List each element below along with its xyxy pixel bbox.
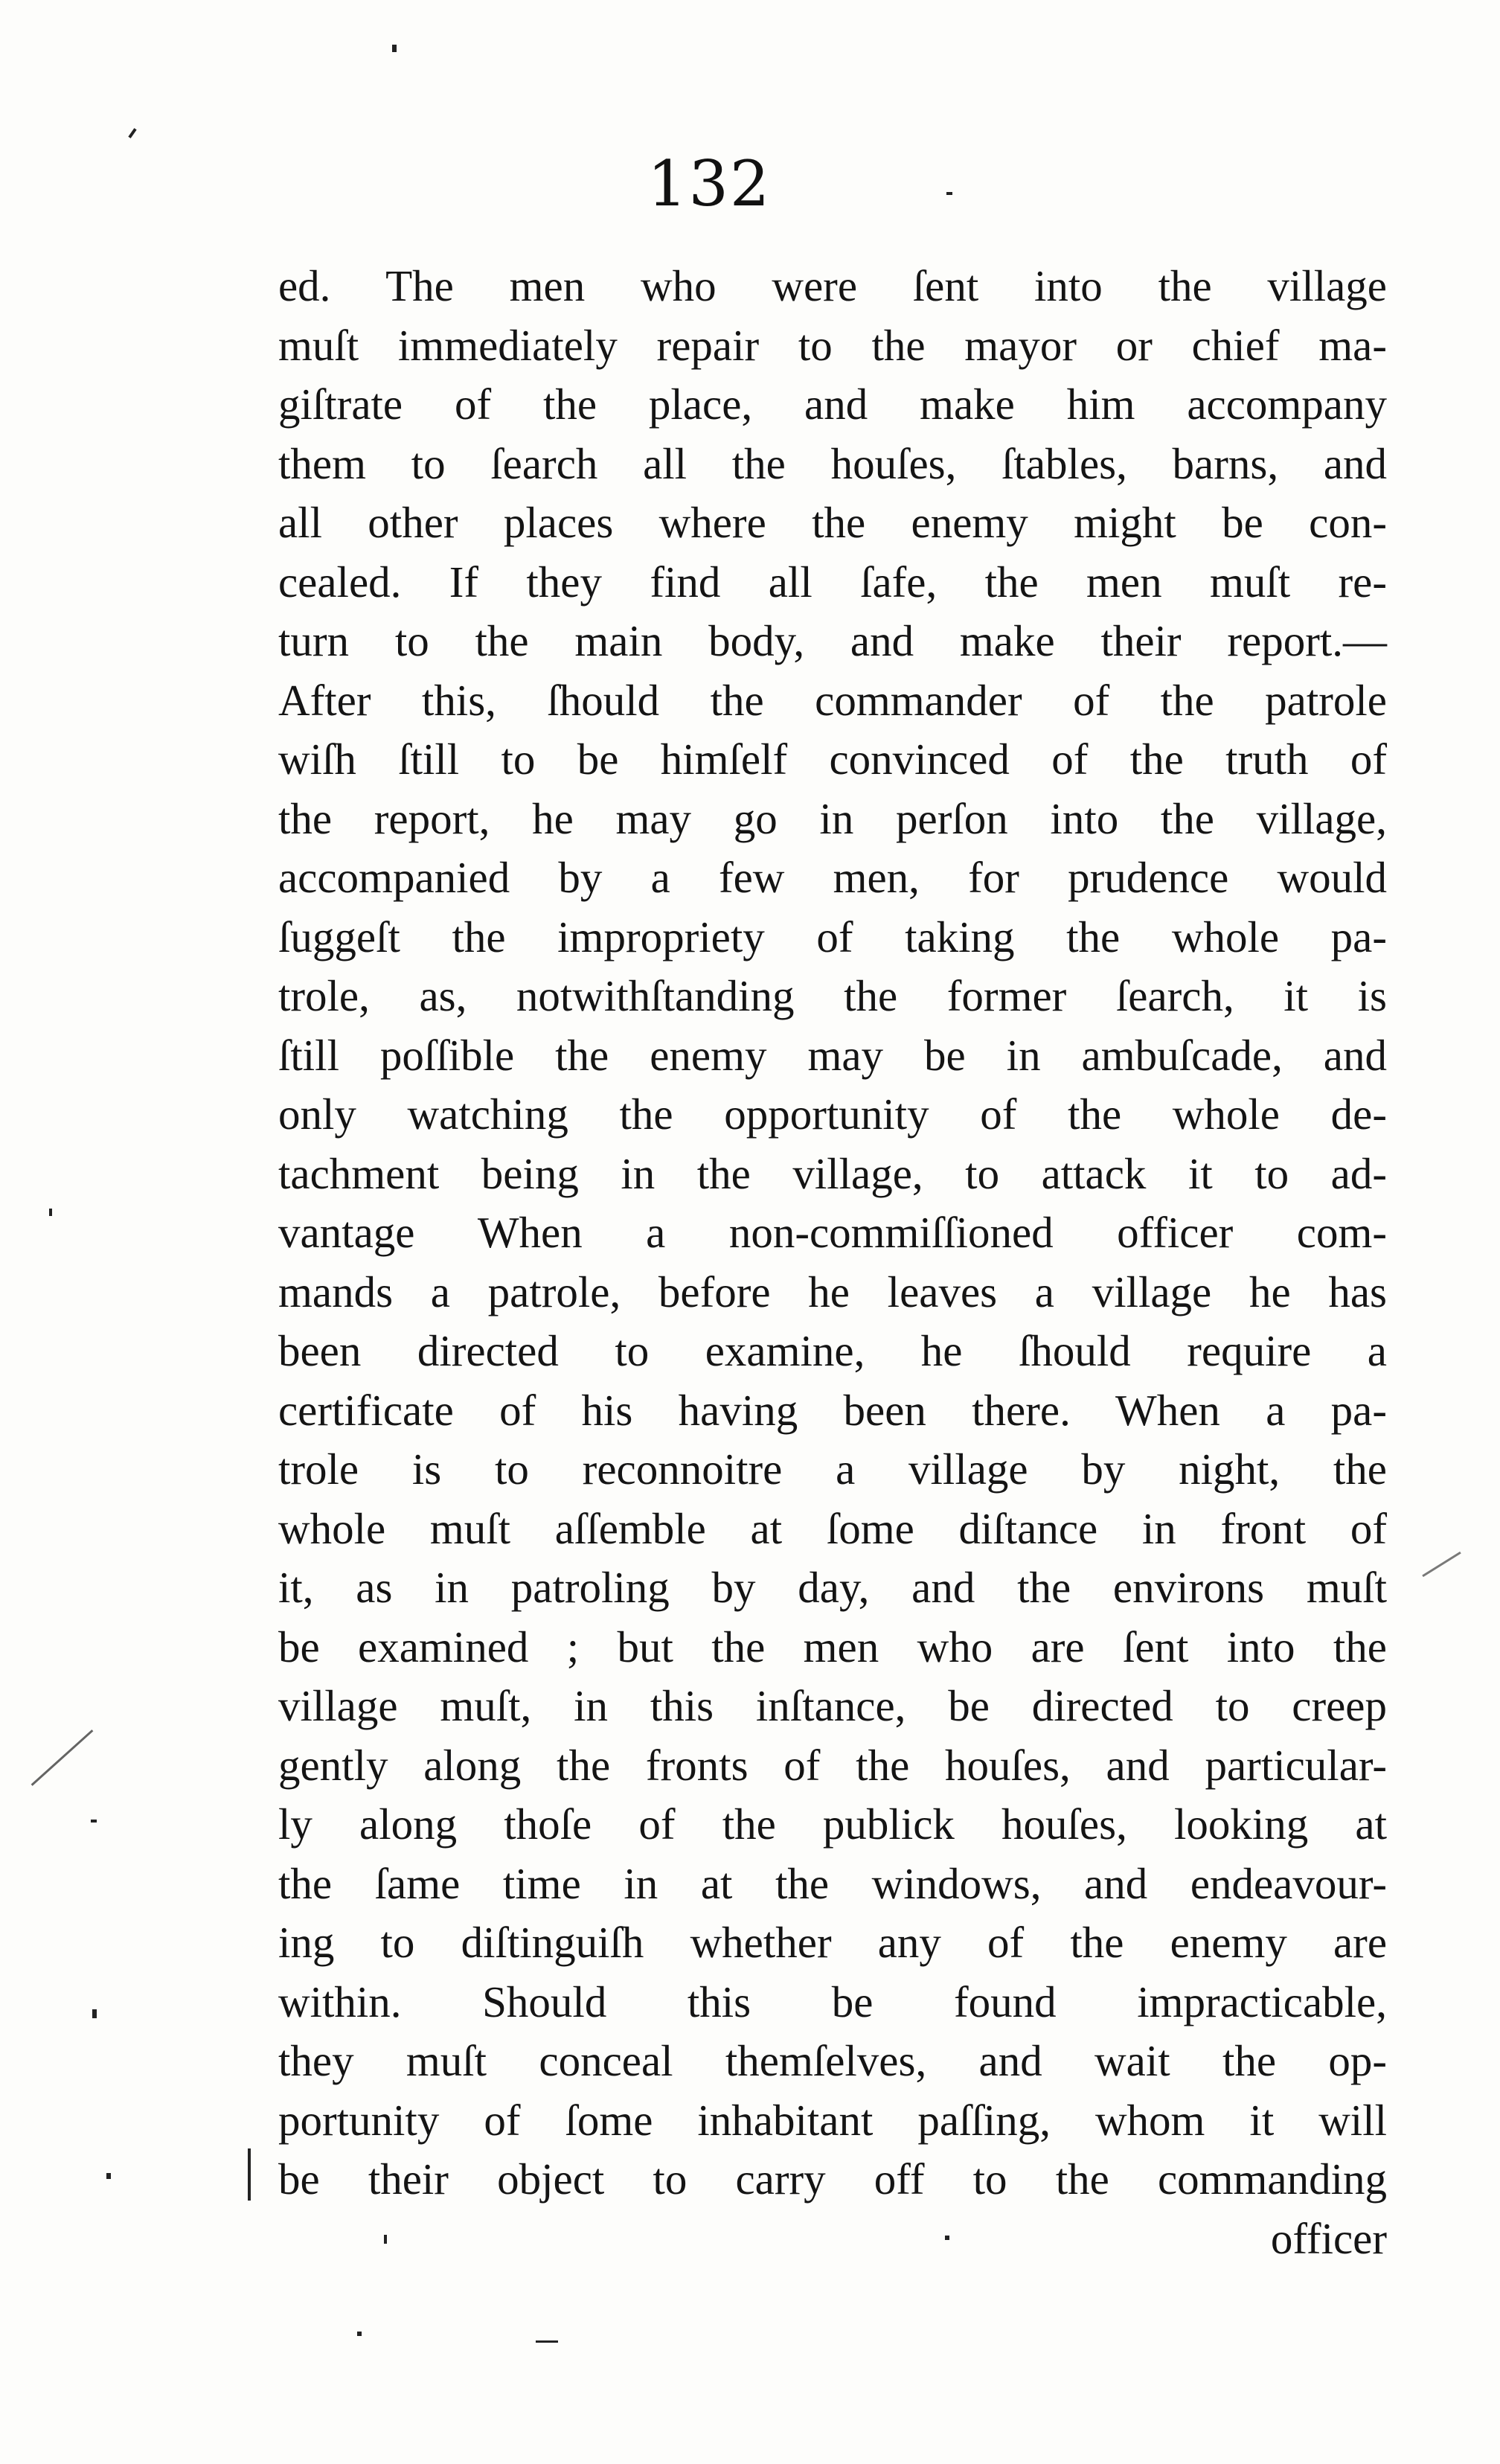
text-line: tachment being in the village, to attack it to ad- xyxy=(278,1148,1387,1198)
text-line: wiſh ſtill to be himſelf convinced of the truth of xyxy=(278,735,1387,784)
text-line: mands a patrole, before he leaves a village he has xyxy=(278,1267,1387,1316)
text-line: only watching the opportunity of the whole de- xyxy=(278,1089,1387,1139)
text-line: village muſt, in this inſtance, be directed to creep xyxy=(278,1681,1387,1730)
scan-speck xyxy=(92,2009,97,2018)
text-line: be their object to carry off to the commanding xyxy=(278,2154,1387,2204)
text-line: giſtrate of the place, and make him accompany xyxy=(278,380,1387,429)
text-line: be examined ; but the men who are ſent into the xyxy=(278,1622,1387,1671)
scan-speck xyxy=(384,2235,387,2244)
scan-speck xyxy=(536,2340,558,2343)
text-line: they muſt conceal themſelves, and wait the op- xyxy=(278,2036,1387,2085)
scan-speck xyxy=(392,45,397,52)
text-line: it, as in patroling by day, and the environs muſt xyxy=(278,1563,1387,1612)
text-line: ly along thoſe of the publick houſes, looking at xyxy=(278,1799,1387,1849)
text-line: ed. The men who were ſent into the village xyxy=(278,261,1387,310)
text-line: trole, as, notwithſtanding the former ſearch, it is xyxy=(278,971,1387,1020)
scan-speck xyxy=(945,2236,949,2240)
scan-speck xyxy=(946,192,952,195)
text-line: been directed to examine, he ſhould require a xyxy=(278,1326,1387,1375)
text-line: whole muſt aſſemble at ſome diſtance in front of xyxy=(278,1503,1387,1553)
text-line: portunity of ſome inhabitant paſſing, whom it will xyxy=(278,2095,1387,2145)
scan-speck xyxy=(106,2173,111,2179)
text-line: the ſame time in at the windows, and endeavour- xyxy=(278,1858,1387,1908)
text-line: gently along the fronts of the houſes, and particular- xyxy=(278,1740,1387,1790)
text-line: the report, he may go in perſon into the village, xyxy=(278,793,1387,843)
scan-speck xyxy=(91,1820,97,1823)
scan-speck xyxy=(49,1209,52,1216)
catchword: officer xyxy=(1270,2213,1387,2263)
text-line: trole is to reconnoitre a village by night, the xyxy=(278,1444,1387,1494)
text-line: ſtill poſſible the enemy may be in ambuſcade, and xyxy=(278,1030,1387,1080)
text-line: certificate of his having been there. When a pa- xyxy=(278,1385,1387,1435)
text-line: ing to diſtinguiſh whether any of the enemy are xyxy=(278,1918,1387,1967)
body-text xyxy=(278,257,1387,2268)
scan-speck xyxy=(1422,1552,1461,1577)
text-line: them to ſearch all the houſes, ſtables, barns, and xyxy=(278,438,1387,488)
scan-speck xyxy=(31,1729,94,1786)
scan-speck xyxy=(128,128,136,138)
text-line: within. Should this be found impracticable, xyxy=(278,1977,1387,2026)
scan-speck xyxy=(248,2148,251,2201)
scan-speck xyxy=(357,2332,362,2336)
text-line: muſt immediately repair to the mayor or chief ma- xyxy=(278,320,1387,370)
text-line: After this, ſhould the commander of the patrole xyxy=(278,675,1387,725)
text-line: ſuggeſt the impropriety of taking the whole pa- xyxy=(278,912,1387,961)
page-number: 132 xyxy=(647,147,772,220)
text-line: all other places where the enemy might be con- xyxy=(278,498,1387,547)
text-line: vantage When a non-commiſſioned officer com- xyxy=(278,1208,1387,1257)
text-line: accompanied by a few men, for prudence would xyxy=(278,853,1387,902)
text-line: turn to the main body, and make their report.— xyxy=(278,616,1387,665)
text-line: cealed. If they find all ſafe, the men muſt re- xyxy=(278,557,1387,607)
